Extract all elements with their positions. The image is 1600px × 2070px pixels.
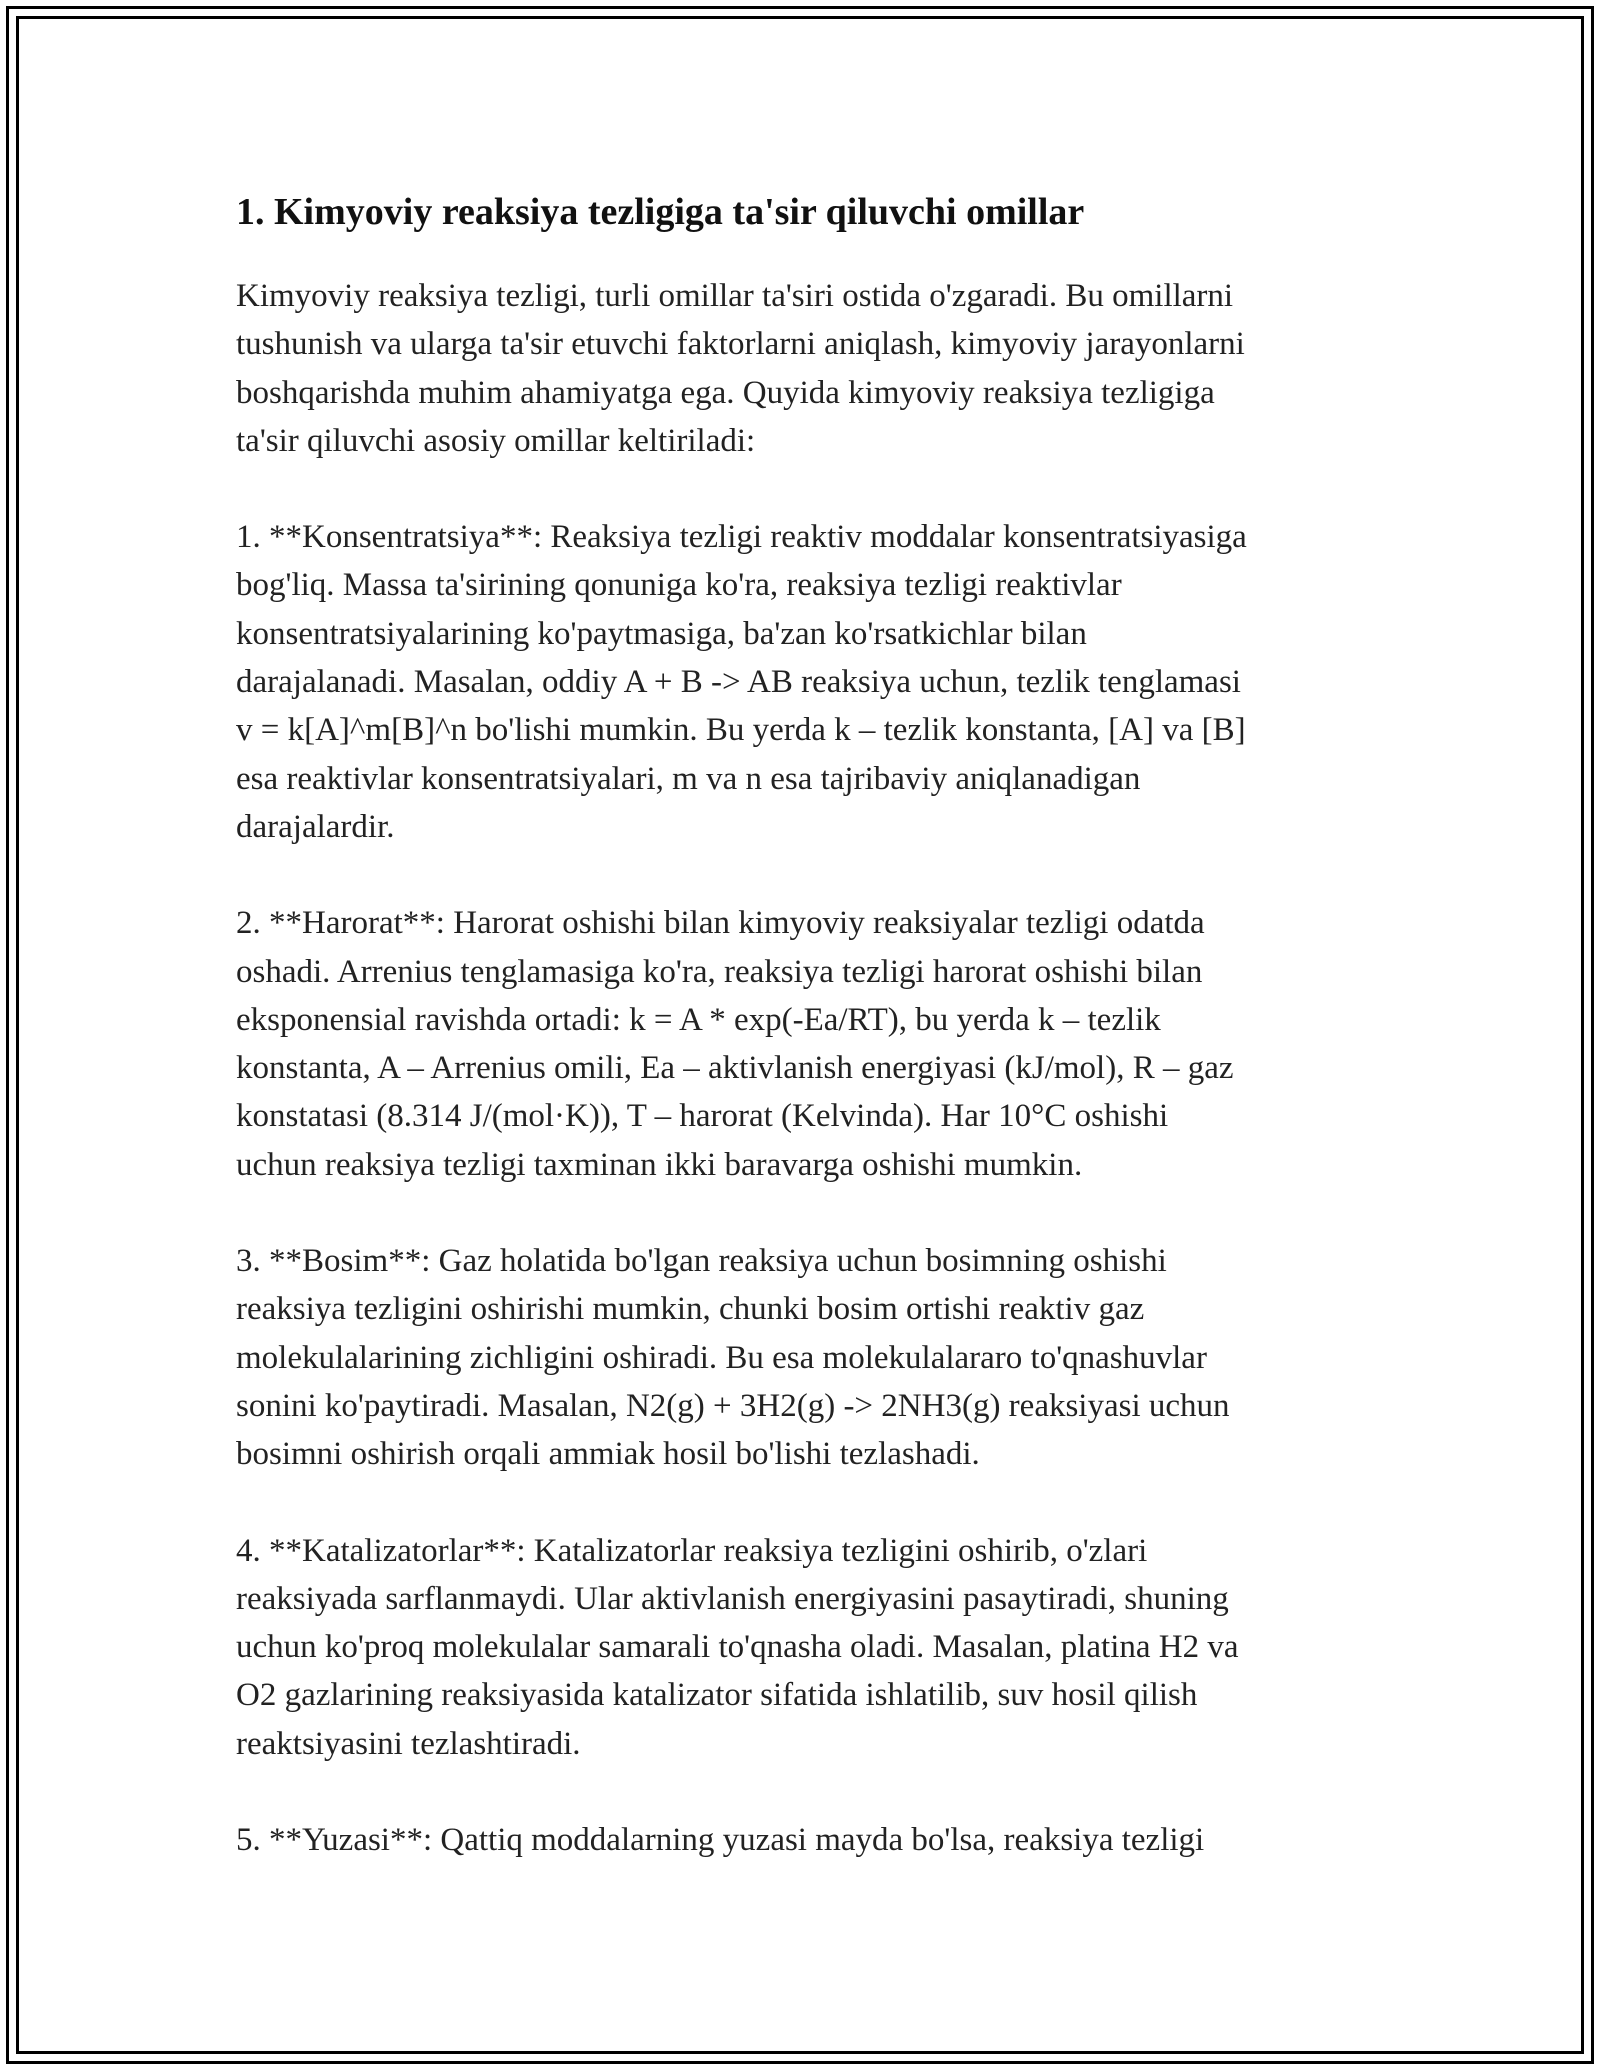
text-line: uchun ko'proq molekulalar samarali to'qnasha oladi. Masalan, platina H2 va bbox=[236, 1629, 1239, 1666]
text-line: bog'liq. Massa ta'sirining qonuniga ko'ra, reaksiya tezligi reaktivlar bbox=[236, 567, 1122, 604]
text-line: Kimyoviy reaksiya tezligi, turli omillar ta'siri ostida o'zgaradi. Bu omillarni bbox=[236, 278, 1234, 314]
text-line: darajalanadi. Masalan, oddiy A + B -> AB reaksiya uchun, tezlik tenglamasi bbox=[236, 664, 1241, 701]
surface-paragraph bbox=[236, 1816, 1370, 1864]
document-body bbox=[236, 186, 1370, 1912]
temperature-paragraph bbox=[236, 899, 1370, 1189]
text-line: tushunish va ularga ta'sir etuvchi faktorlarni aniqlash, kimyoviy jarayonlarni bbox=[236, 326, 1245, 363]
text-line: 1. **Konsentratsiya**: Reaksiya tezligi reaktiv moddalar konsentratsiyasiga bbox=[236, 519, 1247, 556]
text-line: 4. **Katalizatorlar**: Katalizatorlar reaksiya tezligini oshirib, o'zlari bbox=[236, 1532, 1148, 1569]
text-line: esa reaktivlar konsentratsiyalari, m va n esa tajribaviy aniqlanadigan bbox=[236, 760, 1141, 797]
text-line: reaksiyada sarflanmaydi. Ular aktivlanish energiyasini pasaytiradi, shuning bbox=[236, 1580, 1229, 1617]
text-line: reaksiya tezligini oshirishi mumkin, chunki bosim ortishi reaktiv gaz bbox=[236, 1291, 1145, 1328]
pressure-paragraph bbox=[236, 1237, 1370, 1478]
text-line: molekulalarining zichligini oshiradi. Bu esa molekulalararo to'qnashuvlar bbox=[236, 1339, 1207, 1376]
text-line: bosimni oshirish orqali ammiak hosil bo'lishi tezlashadi. bbox=[236, 1436, 980, 1473]
text-line: eksponensial ravishda ortadi: k = A * exp(-Ea/RT), bu yerda k – tezlik bbox=[236, 1001, 1161, 1038]
text-line: oshadi. Arrenius tenglamasiga ko'ra, reaksiya tezligi harorat oshishi bilan bbox=[236, 953, 1203, 990]
text-line: konsentratsiyalarining ko'paytmasiga, ba'zan ko'rsatkichlar bilan bbox=[236, 615, 1087, 652]
text-line: v = k[A]^m[B]^n bo'lishi mumkin. Bu yerda k – tezlik konstanta, [A] va [B] bbox=[236, 712, 1246, 749]
text-line: O2 gazlarining reaksiyasida katalizator sifatida ishlatilib, suv hosil qilish bbox=[236, 1677, 1198, 1714]
text-line: 2. **Harorat**: Harorat oshishi bilan kimyoviy reaksiyalar tezligi odatda bbox=[236, 905, 1205, 942]
text-line: konstatasi (8.314 J/(mol·K)), T – harorat (Kelvinda). Har 10°C oshishi bbox=[236, 1098, 1169, 1135]
catalysts-paragraph bbox=[236, 1527, 1370, 1768]
text-line: uchun reaksiya tezligi taxminan ikki baravarga oshishi mumkin. bbox=[236, 1146, 1083, 1183]
text-line: sonini ko'paytiradi. Masalan, N2(g) + 3H2(g) -> 2NH3(g) reaksiyasi uchun bbox=[236, 1387, 1230, 1424]
concentration-paragraph bbox=[236, 513, 1370, 851]
text-line: reaktsiyasini tezlashtiradi. bbox=[236, 1725, 581, 1762]
text-line: boshqarishda muhim ahamiyatga ega. Quyida kimyoviy reaksiya tezligiga bbox=[236, 374, 1215, 411]
intro-paragraph bbox=[236, 272, 1370, 465]
text-line: ta'sir qiluvchi asosiy omillar keltiriladi: bbox=[236, 422, 756, 459]
text-line: darajalardir. bbox=[236, 808, 395, 845]
text-line: 5. **Yuzasi**: Qattiq moddalarning yuzasi mayda bo'lsa, reaksiya tezligi bbox=[236, 1822, 1205, 1859]
section-title: 1. Kimyoviy reaksiya tezligiga ta'sir qiluvchi omillar bbox=[236, 191, 1085, 233]
text-line: 3. **Bosim**: Gaz holatida bo'lgan reaksiya uchun bosimning oshishi bbox=[236, 1243, 1167, 1280]
text-line: konstanta, A – Arrenius omili, Ea – aktivlanish energiyasi (kJ/mol), R – gaz bbox=[236, 1050, 1234, 1087]
